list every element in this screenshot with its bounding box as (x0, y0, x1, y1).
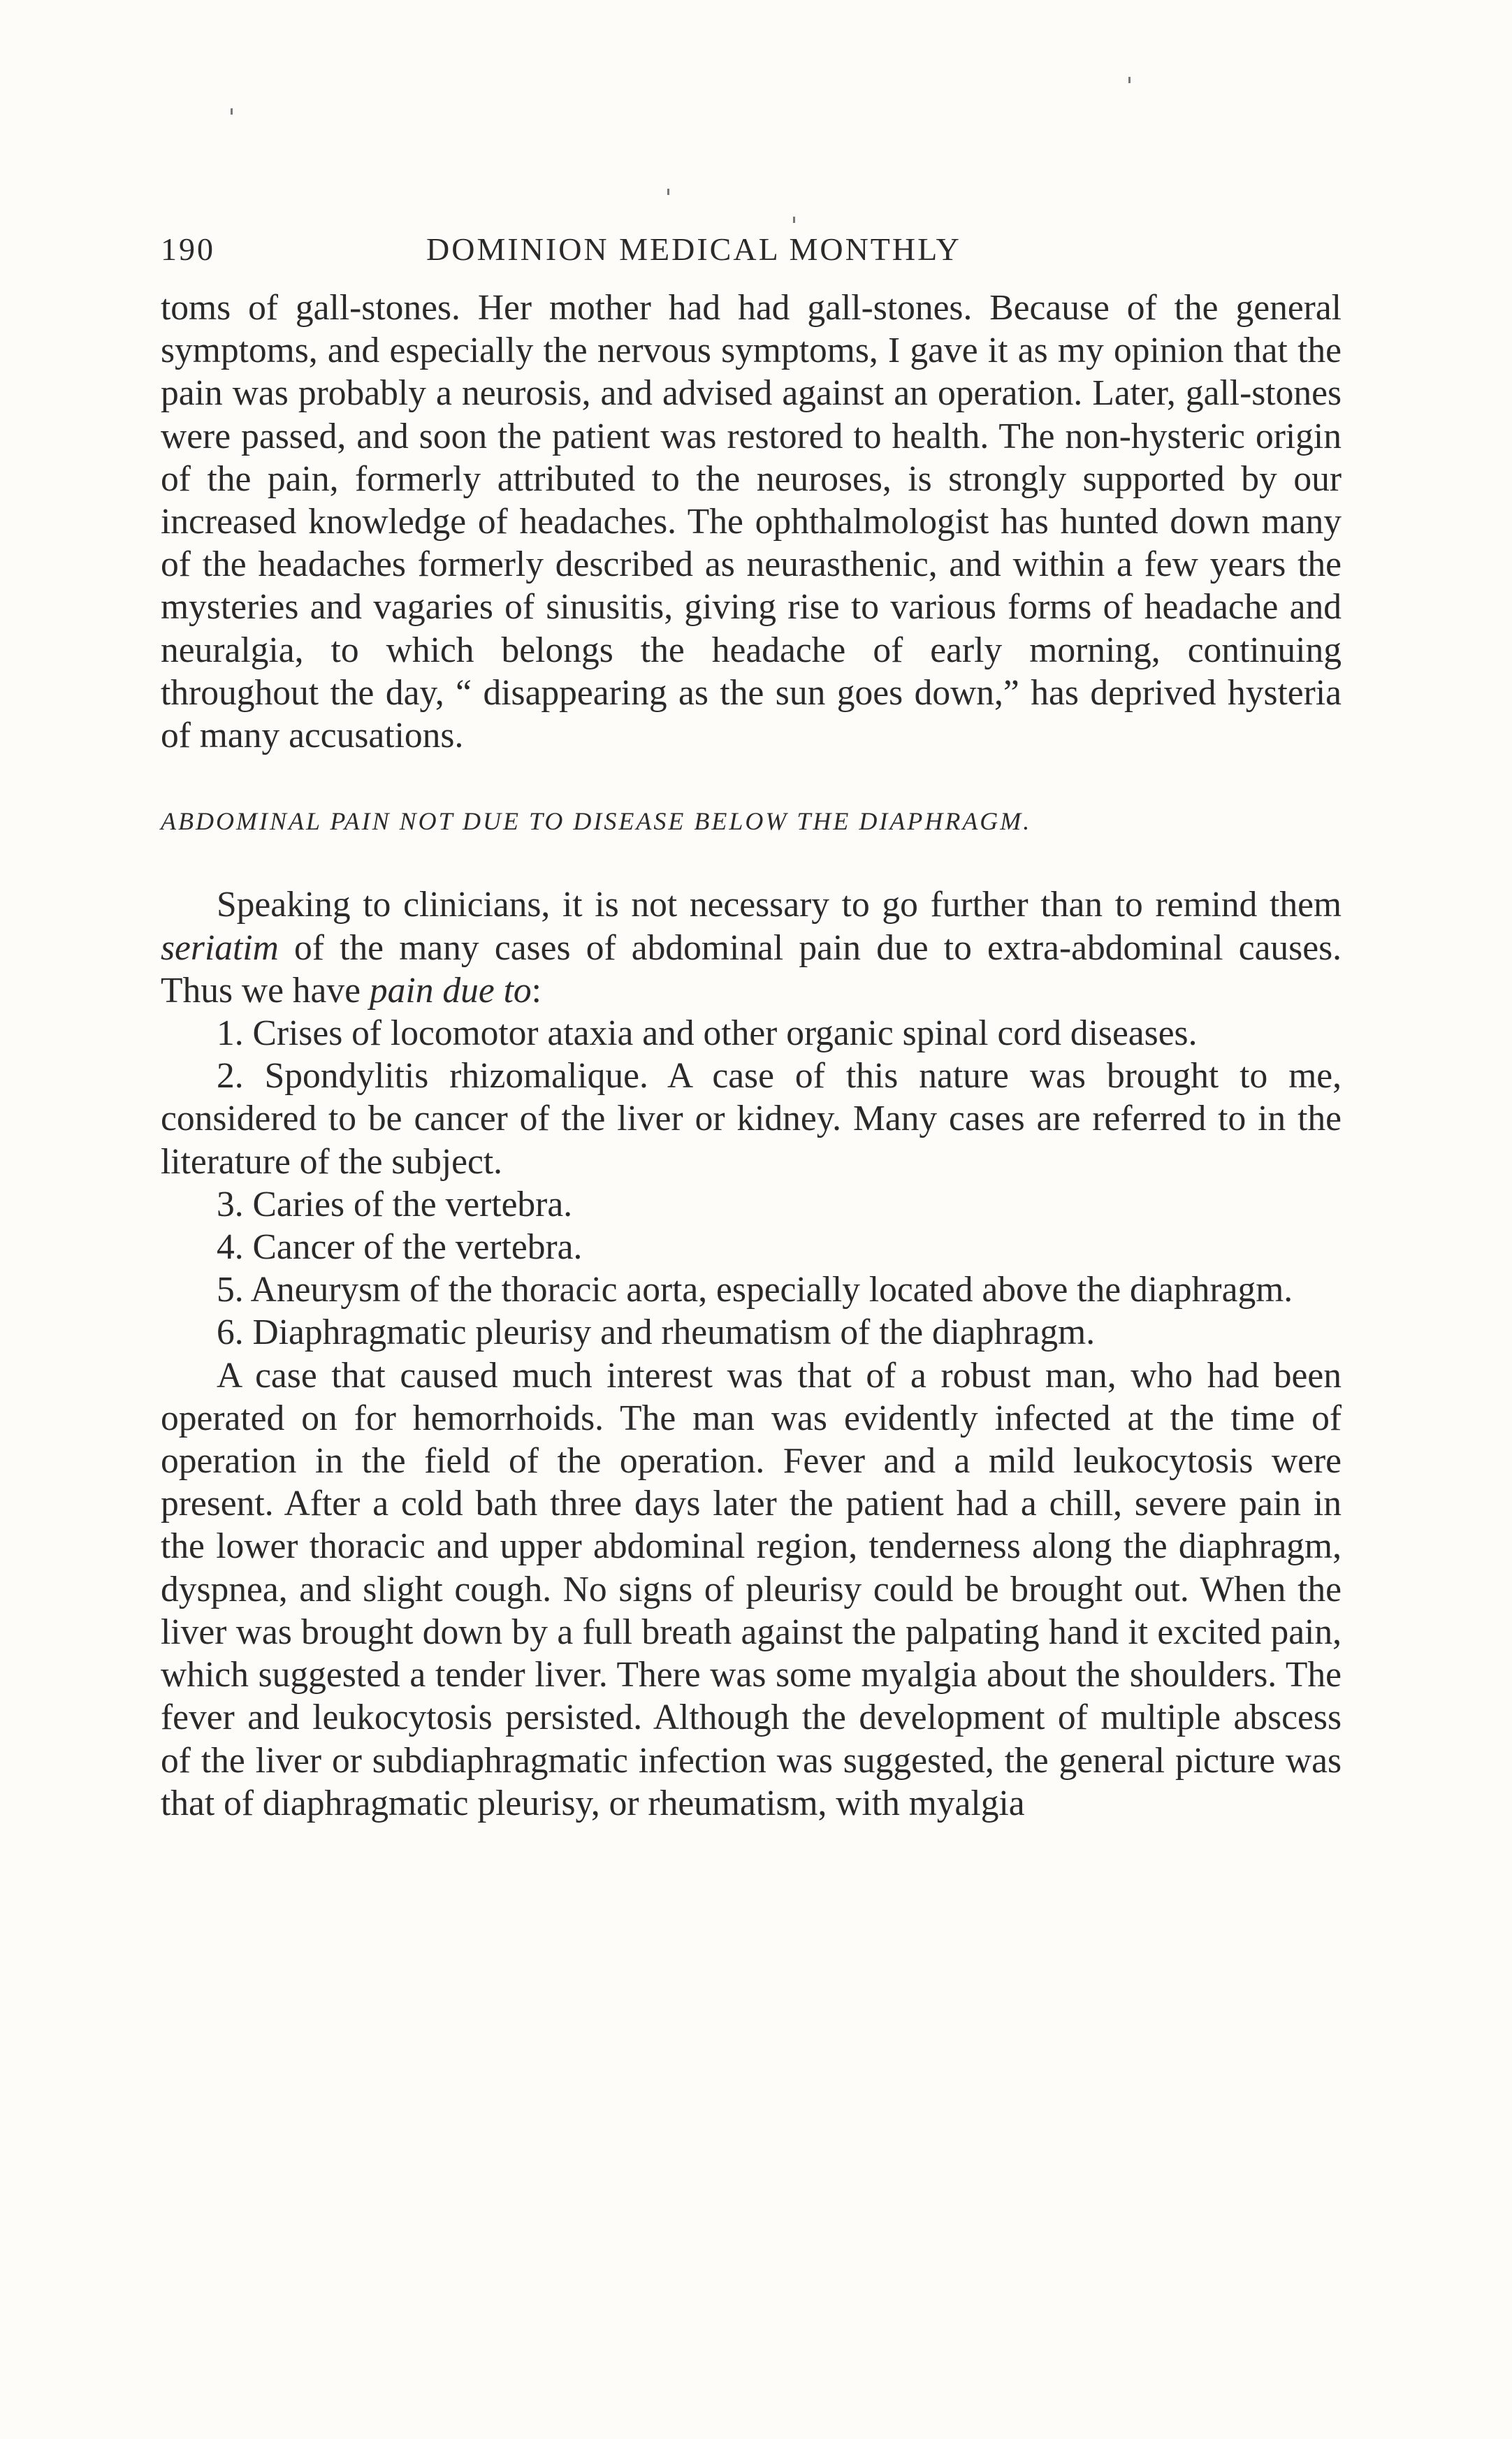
speaking-emphasis-seriatim: seriatim (161, 927, 279, 968)
list-item-1: 1. Crises of locomotor ataxia and other organic spinal cord diseases. (217, 1013, 1198, 1054)
list-item-2: 2. Spondylitis rhizomalique. A case of this nature was brought to me, considered to be cancer of the liver or kidney. Many cases are referred to in the literature of the subject. (161, 1056, 1342, 1182)
speaking-emphasis-pain: pain due to (369, 970, 532, 1011)
scan-speck (667, 189, 669, 195)
speaking-text-middle: of the many cases of abdominal pain due to extra-abdominal causes. Thus we have (161, 927, 1342, 1011)
journal-title: DOMINION MEDICAL MONTHLY (426, 231, 961, 267)
list-item-4: 4. Cancer of the vertebra. (217, 1227, 583, 1268)
scan-speck (793, 217, 795, 223)
speaking-text-after: : (531, 970, 541, 1011)
list-item-5: 5. Aneurysm of the thoracic aorta, especially located above the diaphragm. (217, 1270, 1293, 1310)
book-page (161, 231, 1342, 1825)
running-head (161, 231, 1342, 287)
case-paragraph: A case that caused much interest was that of a robust man, who had been operated on for hemorrhoids. The man was evidently infected at the time of operation in the field of the operation. Fever and a mild leukocytosis were present. After a cold bath three days later the patient had a chill, severe pain in the lower thoracic and upper abdominal region, tenderness along the diaphragm, dyspnea, and slight cough. No signs of pleurisy could be brought out. When the liver was brought down by a full breath against the palpating hand it excited pain, which suggested a tender liver. There was some myalgia about the shoulders. The fever and leukocytosis persisted. Although the development of multiple abscess of the liver or subdiaphragmatic infection was suggested, the general picture was that of diaphragmatic pleurisy, or rheumatism, with myalgia (161, 1355, 1342, 1823)
list-item-3: 3. Caries of the vertebra. (217, 1184, 573, 1224)
article-body (161, 287, 1342, 1825)
scan-speck (1128, 77, 1131, 83)
speaking-paragraph (161, 883, 1342, 1012)
page-number: 190 (161, 231, 215, 267)
speaking-text-before: Speaking to clinicians, it is not necessary to go further than to remind them (217, 885, 1342, 925)
list-item-6: 6. Diaphragmatic pleurisy and rheumatism of the diaphragm. (217, 1312, 1096, 1353)
section-heading: ABDOMINAL PAIN NOT DUE TO DISEASE BELOW THE DIAPHRAGM. (161, 807, 1032, 836)
scan-speck (231, 108, 233, 115)
intro-paragraph: toms of gall-stones. Her mother had had gall-stones. Because of the general symptoms, and especially the nervous symptoms, I gave it as my opinion that the pain was probably a neurosis, and advised against an operation. Later, gall-stones were passed, and soon the patient was restored to health. The non-hysteric origin of the pain, formerly attributed to the neuroses, is strongly supported by our increased knowledge of headaches. The ophthalmologist has hunted down many of the headaches formerly described as neurasthenic, and within a few years the mysteries and vagaries of sinusitis, giving rise to various forms of headache and neuralgia, to which belongs the headache of early morning, continuing throughout the day, “ disappearing as the sun goes down,” has deprived hysteria of many accusations. (161, 288, 1342, 756)
